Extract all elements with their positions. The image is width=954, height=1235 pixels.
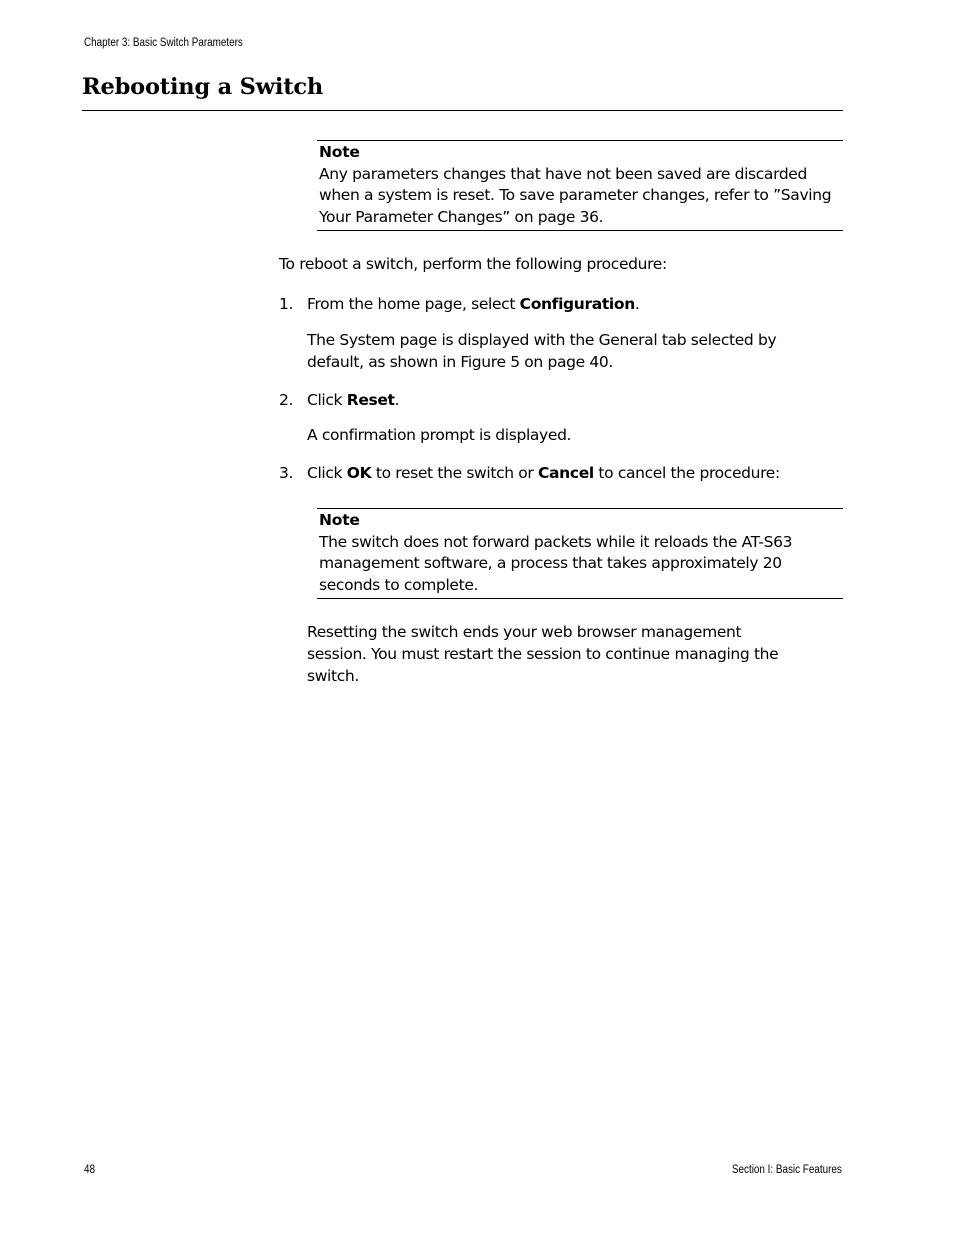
note-line: Any parameters changes that have not been saved are discarded xyxy=(319,164,807,183)
note-heading: Note xyxy=(319,143,360,161)
step-1-instruction xyxy=(307,293,639,315)
title-rule xyxy=(82,110,843,111)
closing-paragraph-line: session. You must restart the session to continue managing the xyxy=(307,645,779,663)
step-number: 3. xyxy=(279,464,294,482)
footer-section: Section I: Basic Features xyxy=(732,1164,842,1176)
ui-term-ok: OK xyxy=(346,464,372,482)
step-text: . xyxy=(634,295,640,313)
ui-term-reset: Reset xyxy=(346,391,395,409)
step-2-result-line: A confirmation prompt is displayed. xyxy=(307,426,572,444)
step-3-instruction xyxy=(307,462,780,484)
step-2-instruction xyxy=(307,389,399,411)
intro-paragraph: To reboot a switch, perform the following procedure: xyxy=(279,255,667,273)
note-line: The switch does not forward packets while it reloads the AT-S63 xyxy=(319,532,793,551)
step-number: 1. xyxy=(279,295,294,313)
ui-term-cancel: Cancel xyxy=(538,464,594,482)
step-number: 2. xyxy=(279,391,294,409)
note-line: seconds to complete. xyxy=(319,575,479,594)
note-line: management software, a process that takes approximately 20 xyxy=(319,554,782,573)
closing-paragraph-line: switch. xyxy=(307,667,359,685)
ui-term-configuration: Configuration xyxy=(519,295,635,313)
step-1-result-line: default, as shown in Figure 5 on page 40. xyxy=(307,353,613,371)
step-1-result-line: The System page is displayed with the General tab selected by xyxy=(307,331,777,349)
step-text: Click xyxy=(307,464,347,482)
step-text: From the home page, select xyxy=(307,295,520,313)
note-line: Your Parameter Changes” on page 36. xyxy=(319,207,604,226)
note-heading: Note xyxy=(319,511,360,529)
step-text: . xyxy=(394,391,400,409)
step-text: to reset the switch or xyxy=(371,464,539,482)
step-text: to cancel the procedure: xyxy=(593,464,780,482)
closing-paragraph-line: Resetting the switch ends your web browser management xyxy=(307,623,742,641)
page-number: 48 xyxy=(84,1164,96,1176)
running-header: Chapter 3: Basic Switch Parameters xyxy=(84,37,243,49)
note-box-unsaved-changes xyxy=(317,140,843,231)
section-title: Rebooting a Switch xyxy=(82,74,324,100)
note-line: when a system is reset. To save parameter changes, refer to ”Saving xyxy=(319,186,832,205)
note-box-packet-forwarding xyxy=(317,508,843,599)
step-text: Click xyxy=(307,391,347,409)
